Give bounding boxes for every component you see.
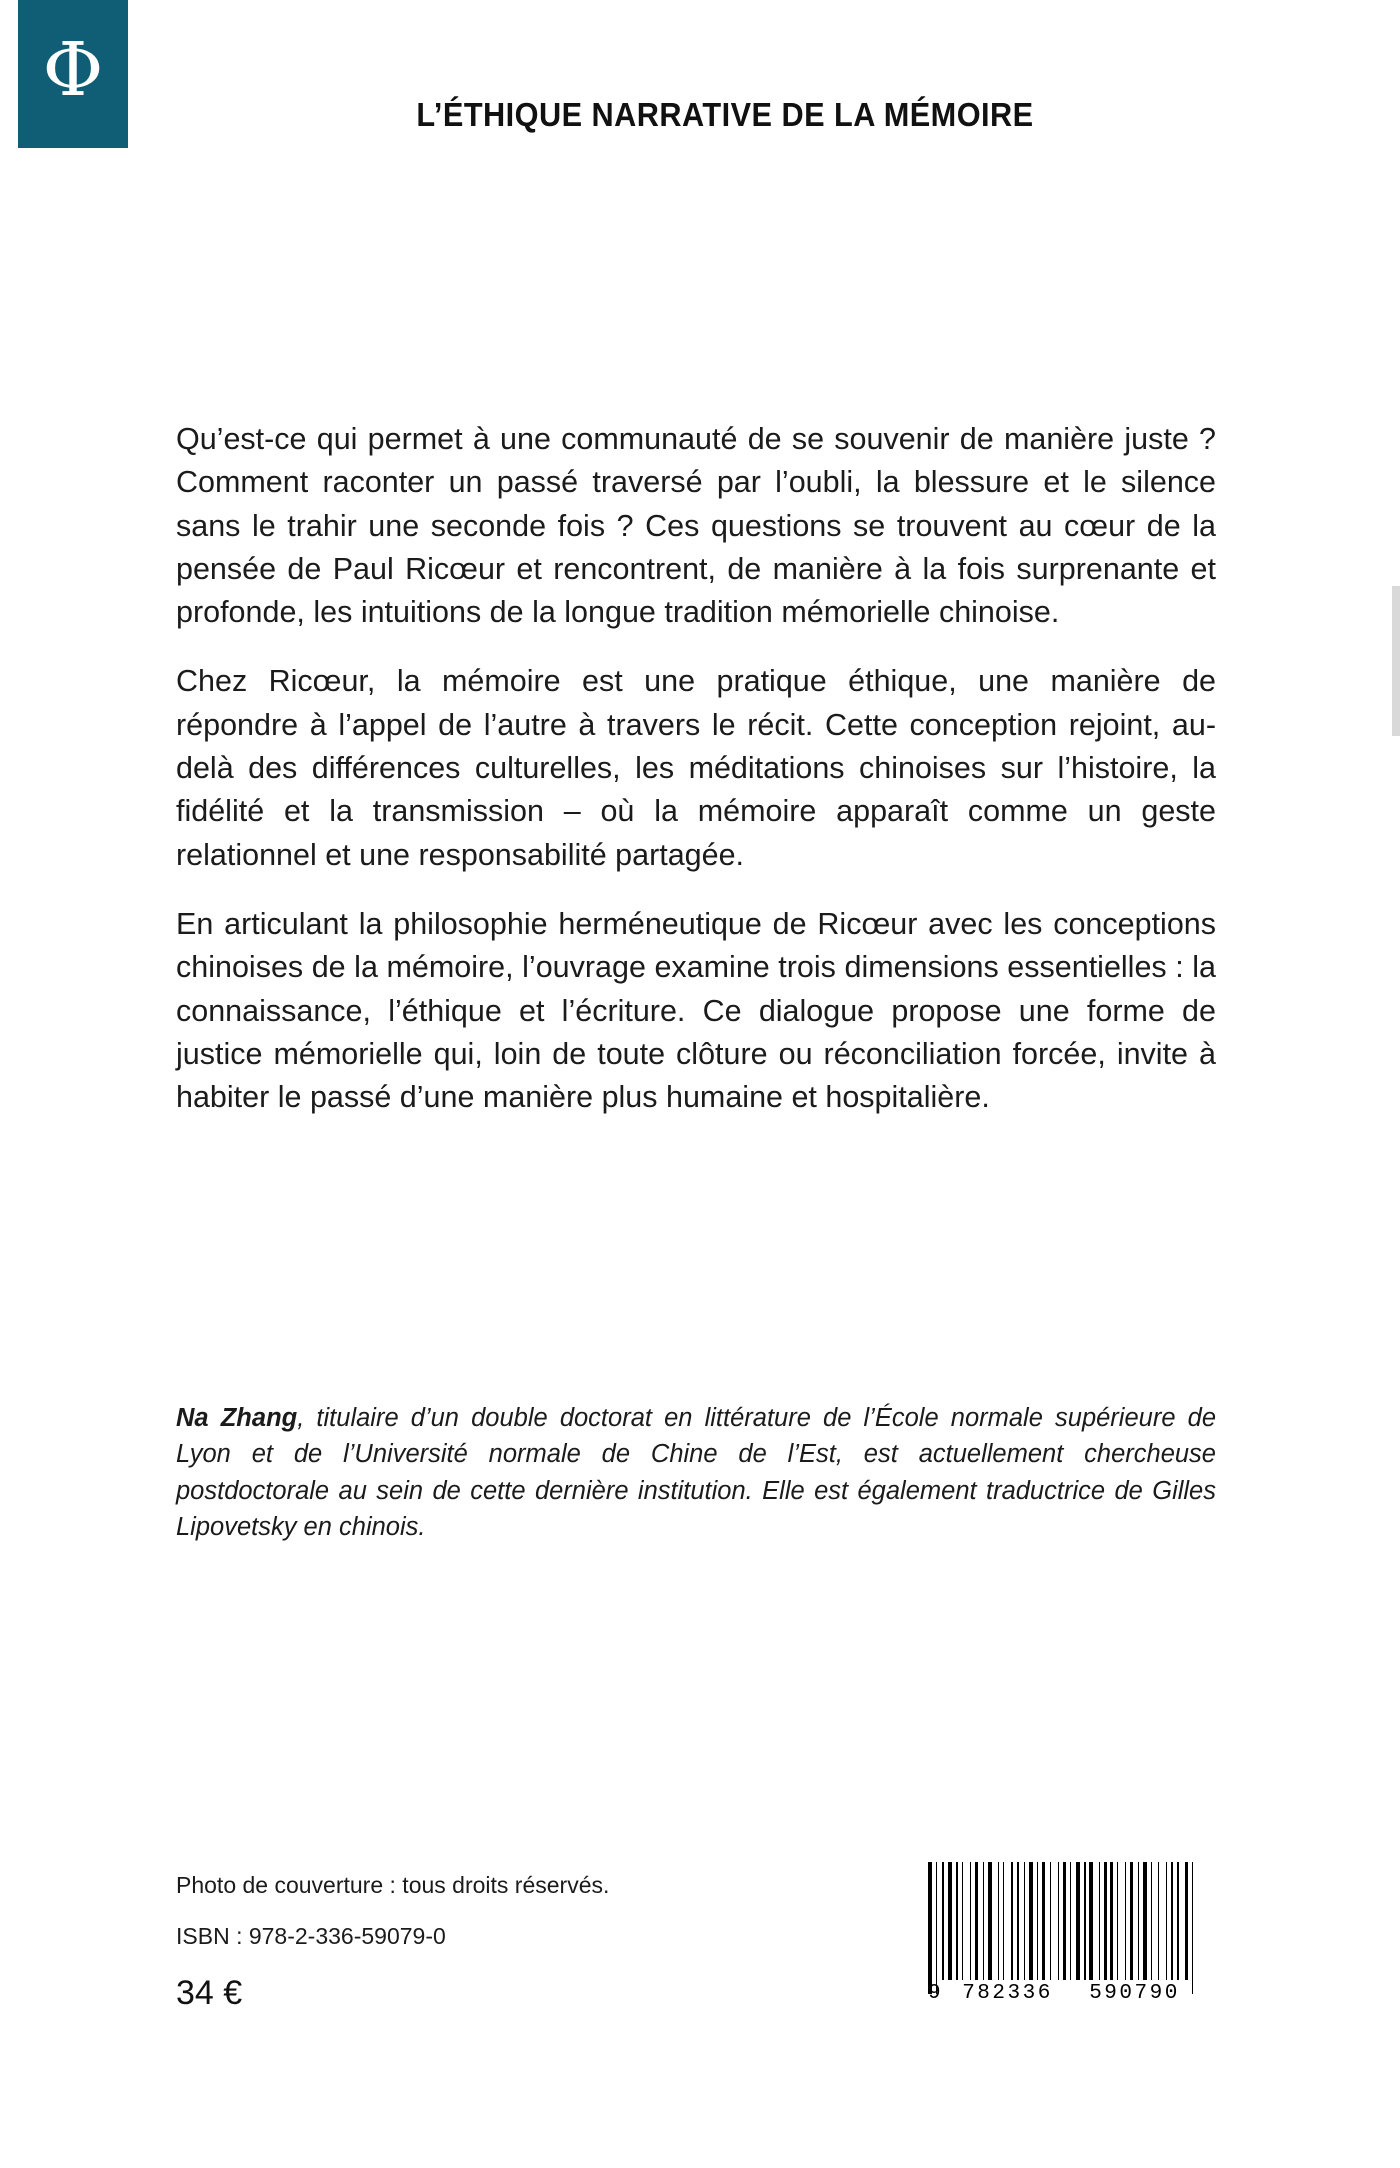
author-name: Na Zhang: [176, 1404, 298, 1432]
barcode-bars: [928, 1862, 1198, 1994]
page-edge-marker: [1392, 586, 1400, 736]
isbn-line: ISBN : 978-2-336-59079-0: [176, 1923, 446, 1949]
phi-icon: Φ: [42, 27, 104, 113]
blurb-paragraph-3: En articulant la philosophie herméneutique de Ricœur avec les conceptions chinoises de la mémoire, l’ouvrage examine trois dimensions essentielles : la connaissance, l’éthique et l’écriture. Ce dialogue propose une forme de justice mémorielle qui, loin de toute clôture ou réconciliation forcée, invite à habiter le passé d’une manière plus humaine et hospitalière.: [176, 906, 1216, 1115]
back-cover-header: [0, 0, 1400, 160]
barcode-digits: [928, 1982, 1198, 2005]
blurb-section: [176, 418, 1216, 1119]
cover-photo-credit: Photo de couverture : tous droits réservés.: [176, 1872, 610, 1898]
page-title: L’ÉTHIQUE NARRATIVE DE LA MÉMOIRE: [416, 96, 1034, 133]
barcode: [928, 1862, 1198, 2027]
barcode-lead-digit: 9: [928, 1982, 944, 2005]
blurb-paragraph-2: Chez Ricœur, la mémoire est une pratique éthique, une manière de répondre à l’appel de l’autre à travers le récit. Cette conception rejoint, au-delà des différences culturelles, les méditations chinoises sur l’histoire, la fidélité et la transmission – où la mémoire apparaît comme un geste relationnel et une responsabilité partagée.: [176, 664, 1216, 872]
barcode-group-right: 590790: [1089, 1982, 1180, 2005]
author-bio: [176, 1400, 1216, 1546]
barcode-group-left: 782336: [962, 1982, 1053, 2005]
price-label: 34 €: [176, 1974, 243, 2012]
blurb-paragraph-1: Qu’est-ce qui permet à une communauté de se souvenir de manière juste ? Comment raconter un passé traversé par l’oubli, la blessure et le silence sans le trahir une seconde fois ? Ces questions se trouvent au cœur de la pensée de Paul Ricœur et rencontrent, de manière à la fois surprenante et profonde, les intuitions de la longue tradition mémorielle chinoise.: [176, 422, 1216, 630]
publisher-logo: [18, 0, 128, 148]
author-bio-text: , titulaire d’un double doctorat en littérature de l’École normale supérieure de Lyon et de l’Université normale de Chine de l’Est, est actuellement chercheuse postdoctorale au sein de cette dernière institution. Elle est également traductrice de Gilles Lipovetsky en chinois.: [176, 1404, 1216, 1542]
